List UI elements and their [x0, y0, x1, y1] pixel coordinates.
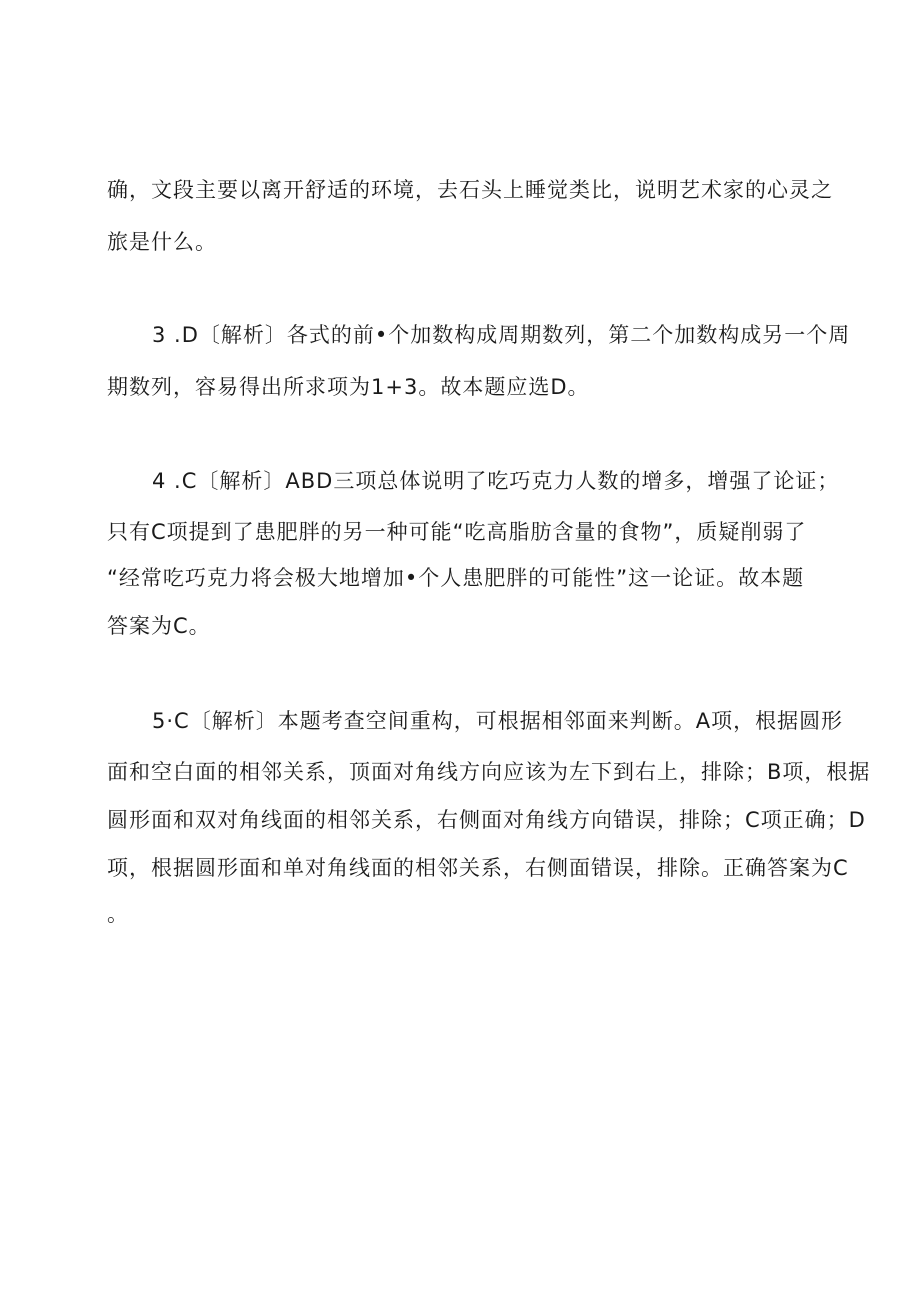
text-line: 只有C项提到了患肥胖的另一种可能“吃高脂肪含量的食物”，质疑削弱了 — [107, 520, 807, 544]
text-line: 期数列，容易得出所求项为1+3。故本题应选D。 — [107, 375, 590, 399]
text-line: 圆形面和双对角线面的相邻关系，右侧面对角线方向错误，排除；C项正确；D — [107, 808, 866, 832]
text-line: 5·C〔解析〕本题考查空间重构，可根据相邻面来判断。A项，根据圆形 — [152, 709, 844, 733]
text-line: 项，根据圆形面和单对角线面的相邻关系，右侧面错误，排除。正确答案为C — [107, 856, 849, 880]
text-line: “经常吃巧克力将会极大地增加•个人患肥胖的可能性”这一论证。故本题 — [107, 566, 805, 590]
text-line: 。 — [107, 902, 129, 926]
text-line: 4 .C〔解析〕ABD三项总体说明了吃巧克力人数的增多，增强了论证； — [152, 469, 840, 493]
text-line: 3 .D〔解析〕各式的前•个加数构成周期数列，第二个加数构成另一个周 — [152, 323, 851, 347]
text-line: 确，文段主要以离开舒适的环境，去石头上睡觉类比，说明艺术家的心灵之 — [107, 178, 833, 202]
text-line: 旅是什么。 — [107, 230, 217, 254]
text-line: 面和空白面的相邻关系，顶面对角线方向应该为左下到右上，排除；B项，根据 — [107, 760, 871, 784]
text-line: 答案为C。 — [107, 614, 211, 638]
